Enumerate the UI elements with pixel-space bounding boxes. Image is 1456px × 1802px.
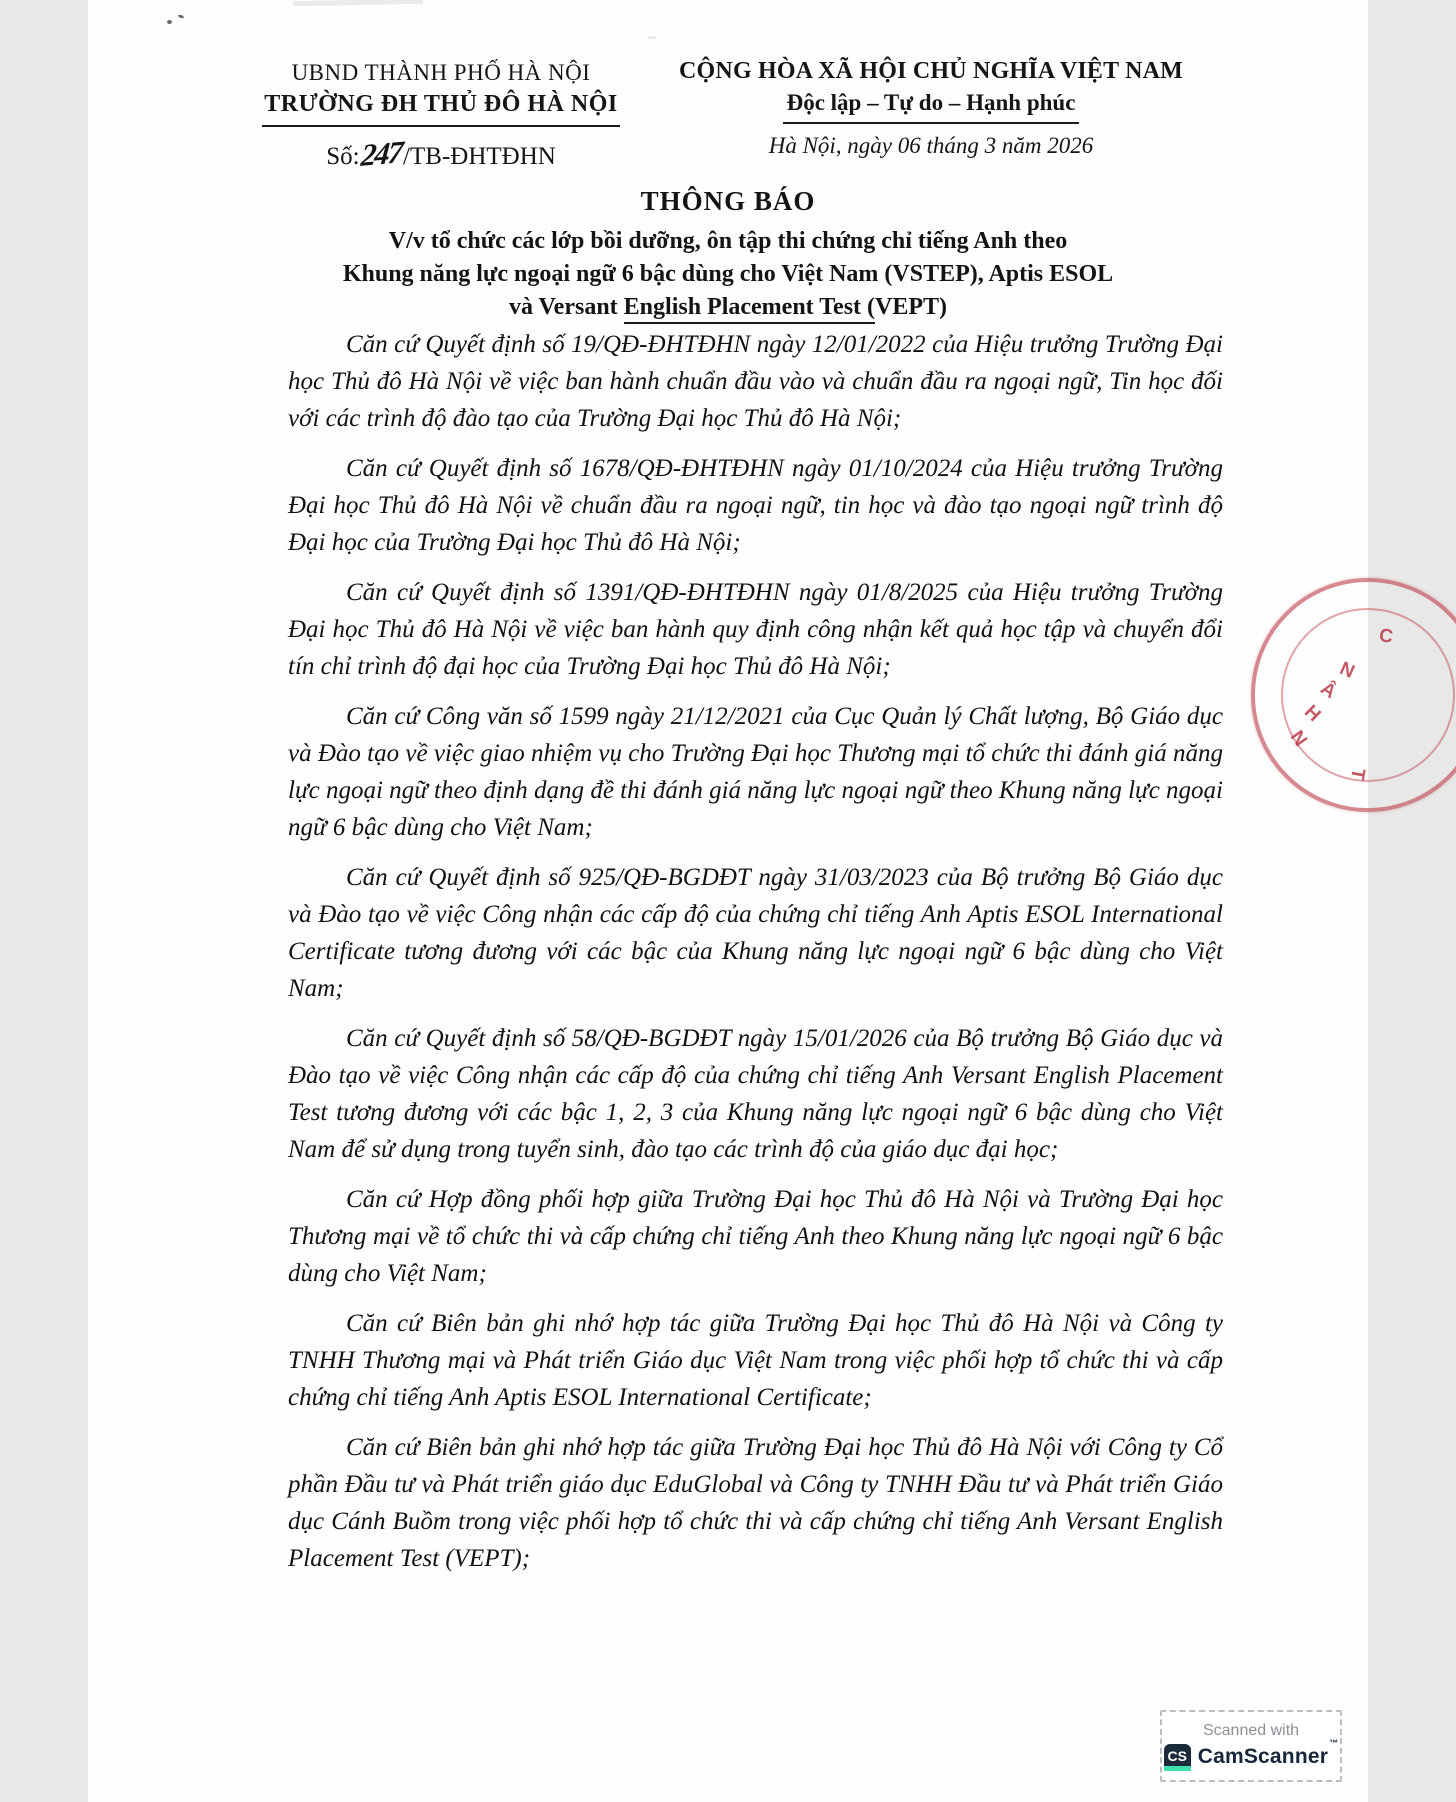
issuer-parent-org: UBND THÀNH PHỐ HÀ NỘI [291, 60, 591, 85]
scanned-with-label: Scanned with [1202, 1721, 1300, 1739]
document-title-block [88, 186, 1368, 324]
scan-edge-smudge [293, 0, 423, 6]
seal-letter: N [1336, 658, 1358, 683]
legal-basis-paragraph: Căn cứ Công văn số 1599 ngày 21/12/2021 của Cục Quản lý Chất lượng, Bộ Giáo dục và Đào tạo về việc giao nhiệm vụ cho Trường Đại học Thương mại tổ chức thi đánh giá năng lực ngoại ngữ theo định dạng đề thi đánh giá năng lực ngoại ngữ theo Khung năng lực ngoại ngữ 6 bậc dùng cho Việt Nam; [288, 703, 1223, 841]
camscanner-watermark [1160, 1710, 1342, 1782]
place-dateline: Hà Nội, ngày 06 tháng 3 năm 2026 [768, 133, 1094, 158]
seal-outer-ring [1251, 578, 1456, 812]
subject-line-2: Khung năng lực ngoại ngữ 6 bậc dùng cho Việt Nam (VSTEP), Aptis ESOL [342, 261, 1114, 287]
seal-letter: T [1345, 766, 1369, 782]
doc-number-handwritten: 247 [359, 134, 403, 173]
scan-edge-smudge [648, 36, 656, 39]
legal-basis-paragraph: Căn cứ Quyết định số 925/QĐ-BGDĐT ngày 31/03/2023 của Bộ trưởng Bộ Giáo dục và Đào tạo về việc Công nhận các cấp độ của chứng chỉ tiếng Anh Aptis ESOL International Certificate tương đương với các bậc của Khung năng lực ngoại ngữ 6 bậc dùng cho Việt Nam; [288, 864, 1223, 1002]
national-title: CỘNG HÒA XÃ HỘI CHỦ NGHĨA VIỆT NAM [679, 58, 1183, 84]
scan-speck [167, 20, 172, 24]
subject-line-3-underlined: English Placement Test ( [624, 294, 875, 324]
subject-line-3-post: VEPT) [875, 294, 948, 320]
seal-letter: N [1285, 727, 1311, 751]
national-motto: Độc lập – Tự do – Hạnh phúc [783, 90, 1080, 124]
camscanner-logo-teal-bar [1164, 1766, 1191, 1771]
subject-line-1: V/v tổ chức các lớp bồi dưỡng, ôn tập thi chứng chỉ tiếng Anh theo [388, 228, 1068, 254]
legal-basis-paragraph: Căn cứ Quyết định số 1391/QĐ-ĐHTĐHN ngày 01/8/2025 của Hiệu trưởng Trường Đại học Thủ đô Hà Nội về việc ban hành quy định công nhận kết quả học tập và chuyển đổi tín chỉ trình độ đại học của Trường Đại học Thủ đô Hà Nội; [288, 579, 1223, 680]
subject-line-3 [88, 291, 1368, 324]
legal-basis-paragraph: Căn cứ Biên bản ghi nhớ hợp tác giữa Trường Đại học Thủ đô Hà Nội và Công ty TNHH Thương mại và Phát triển Giáo dục Việt Nam trong việc phối hợp tổ chức thi và cấp chứng chỉ tiếng Anh Aptis ESOL International Certificate; [288, 1310, 1223, 1411]
camscanner-brand-row [1164, 1738, 1339, 1771]
scan-speck [178, 14, 185, 19]
seal-letter: C [1377, 625, 1395, 648]
legal-basis-paragraph: Căn cứ Quyết định số 19/QĐ-ĐHTĐHN ngày 12/01/2022 của Hiệu trưởng Trường Đại học Thủ đô Hà Nội về việc ban hành chuẩn đầu vào và chuẩn đầu ra ngoại ngữ, Tin học đối với các trình độ đào tạo của Trường Đại học Thủ đô Hà Nội; [288, 331, 1223, 432]
camscanner-brand-label: CamScanner [1197, 1745, 1329, 1768]
camscanner-logo-text: CS [1167, 1747, 1187, 1764]
doc-number-suffix: /TB-ĐHTĐHN [403, 143, 556, 170]
legal-basis-paragraph: Căn cứ Biên bản ghi nhớ hợp tác giữa Trường Đại học Thủ đô Hà Nội với Công ty Cổ phần Đầu tư và Phát triển giáo dục EduGlobal và Công ty TNHH Đầu tư và Phát triển Giáo dục Cánh Buồm trong việc phối hợp tổ chức thi và cấp chứng chỉ tiếng Anh Versant English Placement Test (VEPT); [288, 1434, 1223, 1572]
legal-basis-paragraph: Căn cứ Hợp đồng phối hợp giữa Trường Đại học Thủ đô Hà Nội và Trường Đại học Thương mại về tổ chức thi và cấp chứng chỉ tiếng Anh theo Khung năng lực ngoại ngữ 6 bậc dùng cho Việt Nam; [288, 1186, 1223, 1287]
subject-line-3-pre: và Versant [508, 294, 624, 320]
red-seal-stamp [1251, 578, 1456, 812]
document-title: THÔNG BÁO [640, 186, 816, 216]
seal-letter: H [1299, 701, 1325, 726]
scanned-document-page [88, 0, 1395, 1802]
seal-inner-ring [1281, 608, 1455, 782]
document-number-line [256, 136, 626, 172]
issuer-org-name: TRƯỜNG ĐH THỦ ĐÔ HÀ NỘI [262, 91, 620, 127]
legal-basis-paragraph: Căn cứ Quyết định số 58/QĐ-BGDĐT ngày 15/01/2026 của Bộ trưởng Bộ Giáo dục và Đào tạo về việc Công nhận các cấp độ của chứng chỉ tiếng Anh Versant English Placement Test tương đương với các bậc 1, 2, 3 của Khung năng lực ngoại ngữ 6 bậc dùng cho Việt Nam để sử dụng trong tuyển sinh, đào tạo các trình độ của giáo dục đại học; [288, 1025, 1223, 1163]
legal-basis-paragraph: Căn cứ Quyết định số 1678/QĐ-ĐHTĐHN ngày 01/10/2024 của Hiệu trưởng Trường Đại học Thủ đô Hà Nội về chuẩn đầu ra ngoại ngữ, tin học và đào tạo ngoại ngữ trình độ Đại học của Trường Đại học Thủ đô Hà Nội; [288, 455, 1223, 556]
camscanner-logo-icon [1164, 1744, 1191, 1771]
national-heading-block [676, 58, 1186, 159]
doc-number-prefix: Số: [326, 143, 360, 170]
camscanner-brand-name [1197, 1738, 1339, 1769]
seal-letter: Â [1316, 678, 1340, 704]
trademark-symbol: ™ [1329, 1738, 1339, 1748]
issuer-block [256, 60, 626, 172]
document-body [288, 326, 1223, 1590]
document-subject [88, 225, 1368, 324]
